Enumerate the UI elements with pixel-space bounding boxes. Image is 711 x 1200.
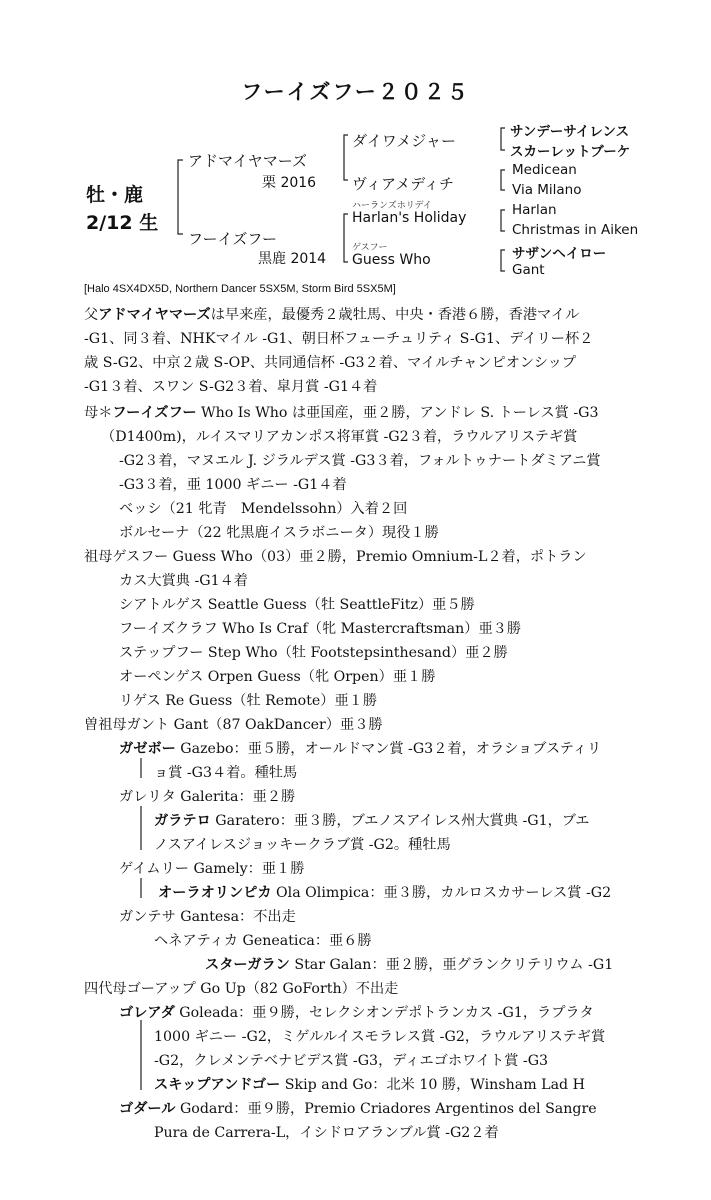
sire-prefix: 父 [84, 307, 99, 323]
family-line-text: カス大賞典 -G1４着 [119, 573, 248, 589]
dam-sire-ruby: ハーランズホリデイ [352, 201, 432, 211]
family-line-text: Gant（87 OakDancer）亜３勝 [169, 717, 383, 733]
family-line-text: ガンテサ Gantesa：不出走 [119, 909, 296, 925]
family-line-bold: ガゼボー [119, 741, 176, 757]
g3-7: サザンヘイロー [512, 246, 607, 262]
family-line-text: Who Is Who は亜国産，亜２勝，アンドレ S. トーレス賞 -G3 [196, 405, 599, 421]
family-line-text: Goleada：亜９勝，セレクシオンデポトランカス -G1，ラプラタ [174, 1005, 594, 1021]
family-line-text: Godard：亜９勝，Premio Criadores Argentinos del Sangre [175, 1101, 597, 1117]
family-line-label: 四代母ゴーアップ [84, 981, 196, 997]
family-line-text: オーペンゲス Orpen Guess（牝 Orpen）亜１勝 [119, 669, 436, 685]
family-line-text: Star Galan：亜２勝，亜グランクリテリウム -G1 [289, 957, 614, 973]
family-line-text: -G3３着，亜 1000 ギニー -G1４着 [119, 477, 347, 493]
family-line-text: Gazebo：亜５勝，オールドマン賞 -G3２着，オラショブスティリ [175, 741, 602, 757]
family-line-bold: ガラテロ [154, 813, 211, 829]
family-line-text: ステップフー Step Who（牡 Footstepsinthesand）亜２勝 [119, 645, 508, 661]
family-line-bold: スキップアンドゴー [154, 1077, 281, 1093]
g3-1: サンデーサイレンス [510, 124, 630, 140]
family-line-bold: スターガラン [205, 957, 290, 973]
g3-6: Christmas in Aiken [512, 222, 639, 238]
family-line-text: リゲス Re Guess（牡 Remote）亜１勝 [119, 693, 378, 709]
family-line-bold: ゴレアダ [119, 1005, 175, 1021]
family-line-text: （D1400m)，ルイスマリアカンポス将軍賞 -G2３着，ラウルアリステギ賞 [101, 429, 578, 445]
family-line-bold: ゴダール [119, 1101, 176, 1117]
sire-text-line-2: -G1、同３着、NHKマイル -G1、朝日杯フューチュリティ S-G1、デイリー杯２ [84, 331, 594, 347]
family-line-text: ゲイムリー Gamely：亜１勝 [119, 861, 305, 877]
family-line-text: ョ賞 -G3４着。種牡馬 [154, 765, 298, 781]
birth-date: 2/12 生 [86, 212, 159, 234]
family-line-bold: フーイズフー [112, 405, 197, 421]
sex-color: 牡・鹿 [86, 184, 144, 206]
family-line-text: ガレリタ Galerita：亜２勝 [119, 789, 296, 805]
family-line-text: Garatero：亜３勝，ブエノスアイレス州大賞典 -G1，ブエ [210, 813, 590, 829]
family-line-text: Skip and Go：北米 10 勝，Winsham Lad H [280, 1077, 586, 1093]
family-line-text: Pura de Carrera-L，イシドロアランブル賞 -G2２着 [154, 1125, 499, 1141]
sire-dam: ヴィアメディチ [352, 175, 455, 193]
g3-2: スカーレットブーケ [510, 144, 631, 160]
family-line-text: ベッシ（21 牝青 Mendelssohn）入着２回 [119, 501, 408, 517]
family-line-text: Ola Olimpica：亜３勝，カルロスカサーレス賞 -G2 [271, 885, 612, 901]
family-line-label: 曽祖母ガント [84, 717, 170, 733]
family-line-bold: オーラオリンピカ [158, 885, 272, 901]
sire-name: アドマイヤマーズ [188, 152, 307, 170]
family-line-text: -G2３着，マヌエル J. ジラルデス賞 -G3３着，フォルトゥナートダミアニ賞 [119, 453, 601, 469]
family-line-label: 母＊ [84, 405, 113, 421]
inbreeding-note: [Halo 4SX4DX5D, Northern Dancer 5SX5M, Storm Bird 5SX5M] [84, 283, 396, 295]
family-line-label: 祖母ゲスフー [84, 549, 169, 565]
family-line-text: Go Up（82 GoForth）不出走 [195, 981, 399, 997]
family-line-text: シアトルゲス Seattle Guess（牡 SeattleFitz）亜５勝 [119, 597, 475, 613]
g3-4: Via Milano [512, 182, 582, 198]
sire-sire: ダイワメジャー [352, 132, 456, 150]
dam-name: フーイズフー [188, 230, 277, 248]
g3-5: Harlan [512, 202, 557, 218]
family-line-text: フーイズクラフ Who Is Craf（牝 Mastercraftsman）亜３勝 [119, 621, 522, 637]
g3-3: Medicean [512, 162, 577, 178]
family-line-text: ノスアイレスジョッキークラブ賞 -G2。種牡馬 [154, 837, 451, 853]
sire-text-line-4: -G1３着、スワン S-G2３着、皐月賞 -G1４着 [84, 379, 378, 395]
g3-8: Gant [512, 262, 545, 278]
dam-sire: Harlan's Holiday [352, 210, 467, 226]
dam-dam-ruby: ゲスフー [352, 243, 388, 253]
family-line-text: -G2，クレメンテベナビデス賞 -G3，ディエゴホワイト賞 -G3 [154, 1053, 549, 1069]
family-line-text: 1000 ギニー -G2，ミゲルルイスモラレス賞 -G2，ラウルアリステギ賞 [154, 1029, 606, 1045]
page-title: フーイズフー２０２５ [241, 80, 470, 104]
sire-info: 栗 2016 [262, 175, 317, 191]
sire-line-1-rest: は早来産，最優秀２歳牡馬、中央・香港６勝，香港マイル [210, 307, 580, 323]
dam-info: 黒鹿 2014 [258, 251, 327, 267]
family-line-text: ボルセーナ（22 牝黒鹿イスラボニータ）現役１勝 [119, 525, 439, 541]
sire-bold-name: アドマイヤマーズ [98, 307, 211, 323]
family-line-text: Guess Who（03）亜２勝，Premio Omnium-L２着，ポトラン [168, 549, 587, 565]
family-line-text: ヘネアティカ Geneatica：亜６勝 [154, 933, 372, 949]
sire-text-line-3: 歳 S-G2、中京２歳 S-OP、共同通信杯 -G3２着、マイルチャンピオンシップ [84, 355, 577, 371]
dam-dam: Guess Who [352, 252, 431, 268]
